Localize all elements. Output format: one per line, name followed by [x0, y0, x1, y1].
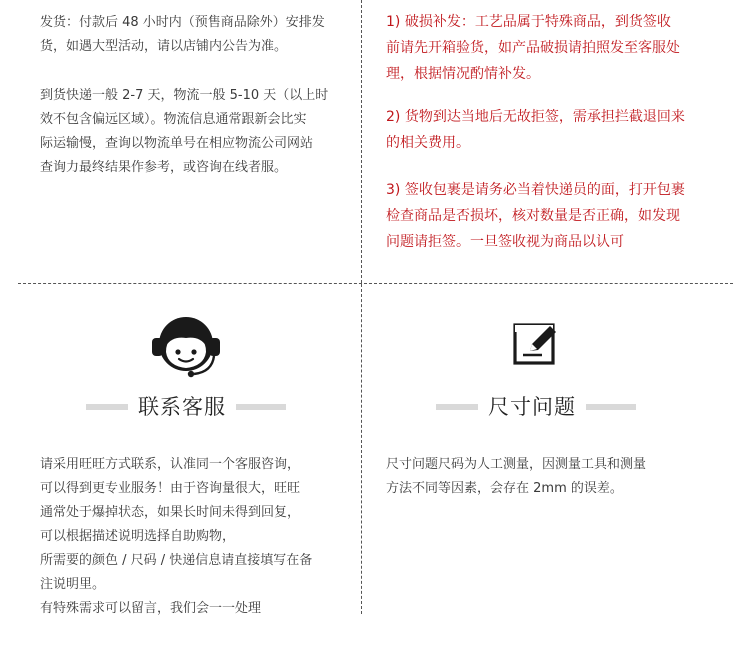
size-issue-title: 尺寸问题	[478, 392, 586, 422]
service-line: 请采用旺旺方式联系，认准同一个客服咨询，	[40, 457, 301, 472]
customer-service-text	[40, 453, 312, 621]
arrival-line: 效不包含偏远区域）。物流信息通常跟新会比实	[40, 112, 307, 127]
note-line: 3) 签收包裹是请务必当着快递员的面，打开包裹	[386, 182, 685, 198]
service-line: 注说明里。	[40, 577, 106, 592]
service-line: 通常处于爆掉状态，如果长时间未得到回复，	[40, 505, 301, 520]
vertical-divider-top	[361, 0, 362, 283]
note-line: 1) 破损补发：工艺品属于特殊商品，到货签收	[386, 14, 671, 30]
note-line: 问题请拒签。一旦签收视为商品以认可	[386, 234, 624, 250]
inspection-note	[386, 177, 685, 255]
size-line: 尺寸问题尺码为人工测量，因测量工具和测量	[386, 457, 647, 472]
service-line: 可以得到更专业服务！由于咨询量很大，旺旺	[40, 481, 301, 496]
arrival-info	[40, 84, 328, 180]
service-line: 有特殊需求可以留言，我们会一一处理	[40, 601, 262, 616]
edit-note-icon	[512, 320, 560, 366]
arrival-line: 际运输慢，查询以物流单号在相应物流公司网站	[40, 136, 314, 151]
note-line: 检查商品是否损坏，核对数量是否正确，如发现	[386, 208, 680, 224]
shipping-line: 货，如遇大型活动，请以店铺内公告为准。	[40, 39, 288, 54]
shipping-line: 发货：付款后 48 小时内（预售商品除外）安排发	[40, 15, 325, 30]
refusal-fee-note	[386, 104, 685, 156]
customer-service-headset-icon	[150, 312, 222, 380]
shipping-info	[40, 11, 325, 59]
service-line: 所需要的颜色 / 尺码 / 快递信息请直接填写在备	[40, 553, 313, 568]
note-line: 前请先开箱验货，如产品破损请拍照发至客服处	[386, 40, 680, 56]
customer-service-title: 联系客服	[128, 392, 236, 422]
damage-reissue-note	[386, 9, 680, 87]
note-line: 2) 货物到达当地后无故拒签，需承担拦截退回来	[386, 109, 685, 125]
size-issue-text	[386, 453, 646, 501]
note-line: 的相关费用。	[386, 135, 470, 151]
arrival-line: 查询力最终结果作参考，或咨询在线者服。	[40, 160, 288, 175]
vertical-divider-bottom	[361, 284, 362, 614]
horizontal-divider	[18, 283, 733, 284]
note-line: 理，根据情况酌情补发。	[386, 66, 540, 82]
service-line: 可以根据描述说明选择自助购物，	[40, 529, 236, 544]
size-line: 方法不同等因素，会存在 2mm 的误差。	[386, 481, 623, 496]
arrival-line: 到货快递一般 2-7 天，物流一般 5-10 天（以上时	[40, 88, 329, 103]
